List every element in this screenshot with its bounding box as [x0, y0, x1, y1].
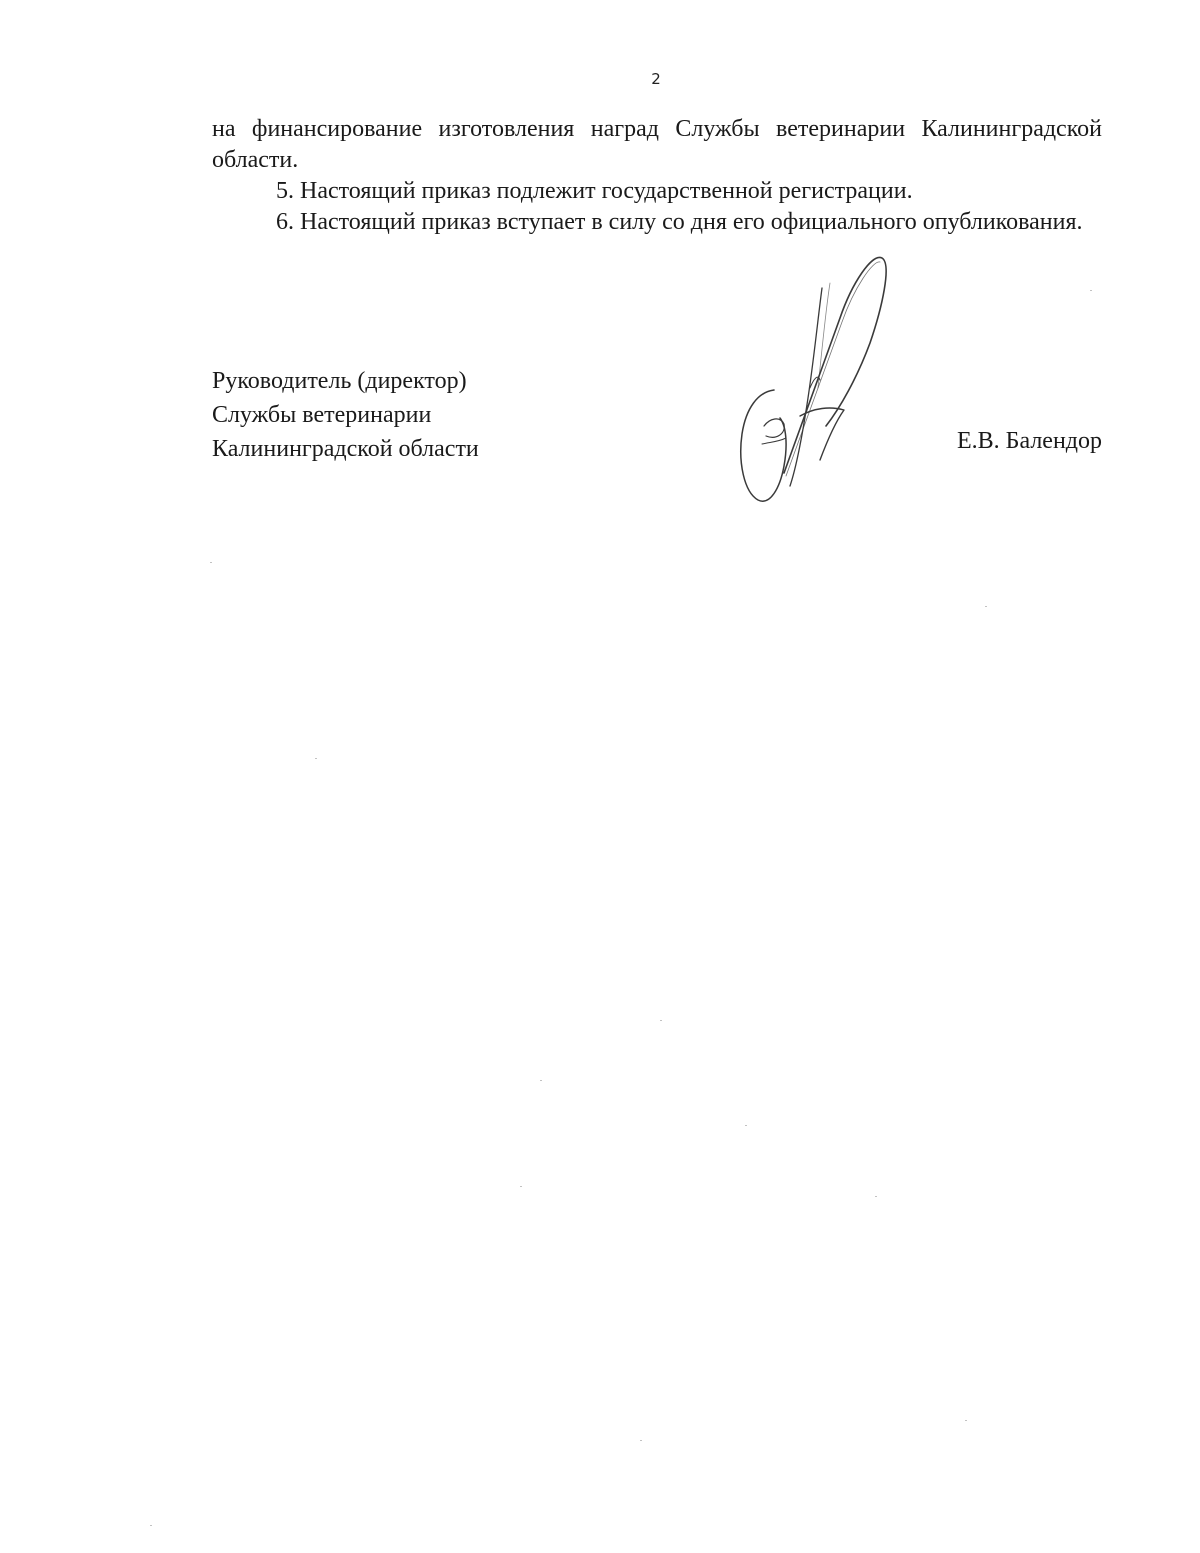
scan-speck: [965, 1420, 967, 1421]
scan-speck: [640, 1440, 642, 1441]
paragraph-item-6: 6. Настоящий приказ вступает в силу со дня его официального опубликования.: [276, 209, 1083, 235]
scan-speck: [315, 758, 317, 759]
signer-name: Е.В. Балендор: [957, 428, 1102, 454]
scan-speck: [150, 1525, 152, 1526]
scan-speck: [660, 1020, 662, 1021]
signer-position-line-3: Калининградской области: [212, 436, 479, 462]
scan-speck: [985, 606, 987, 607]
signer-position: [212, 364, 479, 466]
page-number: 2: [651, 70, 661, 88]
scan-speck: [210, 562, 212, 563]
paragraph-item-5: 5. Настоящий приказ подлежит государственной регистрации.: [276, 178, 913, 204]
scan-speck: [875, 1196, 877, 1197]
scan-speck: [745, 1125, 747, 1126]
signer-position-line-1: Руководитель (директор): [212, 368, 467, 394]
paragraph-continuation: на финансирование изготовления наград Службы ветеринарии Калининградской области.: [212, 116, 1102, 173]
document-body: [212, 114, 1102, 238]
scan-speck: [540, 1080, 542, 1081]
handwritten-signature: [722, 248, 902, 510]
signer-position-line-2: Службы ветеринарии: [212, 402, 432, 428]
scan-speck: [520, 1186, 522, 1187]
scan-speck: [1090, 290, 1092, 291]
